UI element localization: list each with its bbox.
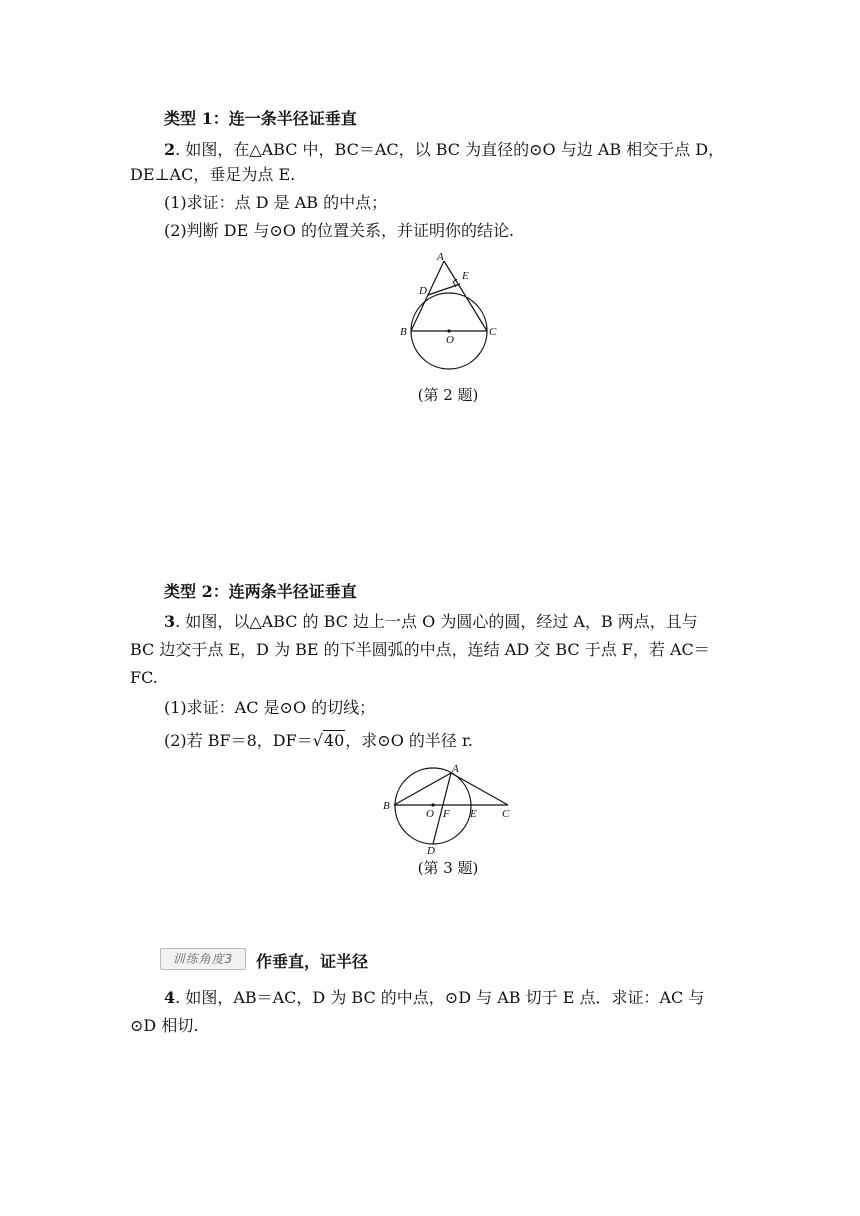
type1-heading: 类型 1：连一条半径证垂直 <box>164 109 357 128</box>
problem-3-text1: . 如图，以△ABC 的 BC 边上一点 O 为圆心的圆，经过 A，B 两点，且与 <box>175 612 698 631</box>
problem-3-part2-prefix: (2)若 BF＝8，DF＝ <box>164 731 313 750</box>
problem-4-line1 <box>164 988 704 1008</box>
figure-problem-2 <box>390 248 510 374</box>
label-a: A <box>452 763 459 775</box>
label-c: C <box>502 808 510 820</box>
label-e: E <box>470 808 477 820</box>
caption-problem-3: (第 3 题) <box>417 859 479 877</box>
label-b: B <box>400 326 407 338</box>
figure-problem-3 <box>378 760 518 856</box>
label-c: C <box>489 326 497 338</box>
type2-heading: 类型 2：连两条半径证垂直 <box>164 582 357 601</box>
center-o-dot <box>431 803 434 806</box>
problem-3-line3: FC. <box>130 668 158 687</box>
problem-4-text1: . 如图，AB＝AC，D 为 BC 的中点，⊙D 与 AB 切于 E 点．求证：AC 与 <box>175 988 705 1007</box>
label-d: D <box>427 845 435 856</box>
angle3-heading: 作垂直，证半径 <box>256 952 369 971</box>
label-e: E <box>462 270 469 282</box>
problem-3-part2 <box>164 731 473 751</box>
problem-2-part1: (1)求证：点 D 是 AB 的中点； <box>164 193 388 212</box>
segment-ab <box>411 261 444 331</box>
label-d: D <box>419 285 427 297</box>
problem-3-line1 <box>164 612 698 632</box>
problem-3-number: 3 <box>164 612 176 631</box>
problem-2-line1 <box>164 140 724 160</box>
training-angle-badge: 训练角度3 <box>160 948 246 970</box>
label-o: O <box>426 808 434 820</box>
center-o-dot <box>447 329 450 332</box>
caption-problem-2: (第 2 题) <box>417 386 479 404</box>
problem-4-number: 4 <box>164 988 176 1007</box>
label-o: O <box>446 334 454 346</box>
label-b: B <box>383 800 390 812</box>
problem-2-part2: (2)判断 DE 与⊙O 的位置关系，并证明你的结论. <box>164 221 515 240</box>
problem-3-part2-suffix: ，求⊙O 的半径 r. <box>345 731 473 750</box>
segment-ac <box>451 773 508 805</box>
label-f: F <box>443 808 450 820</box>
sqrt-40: √40 <box>312 731 345 750</box>
label-a: A <box>437 251 444 263</box>
problem-2-line2: DE⊥AC，垂足为点 E. <box>130 165 296 184</box>
problem-4-line2: ⊙D 相切. <box>130 1016 199 1035</box>
problem-3-part1: (1)求证：AC 是⊙O 的切线； <box>164 698 376 717</box>
problem-2-number: 2 <box>164 140 176 159</box>
problem-3-line2: BC 边交于点 E，D 为 BE 的下半圆弧的中点，连结 AD 交 BC 于点 F，若 AC＝ <box>130 640 710 659</box>
segment-ba <box>394 773 451 805</box>
problem-2-text1: . 如图，在△ABC 中，BC＝AC，以 BC 为直径的⊙O 与边 AB 相交于点 D， <box>175 140 725 159</box>
